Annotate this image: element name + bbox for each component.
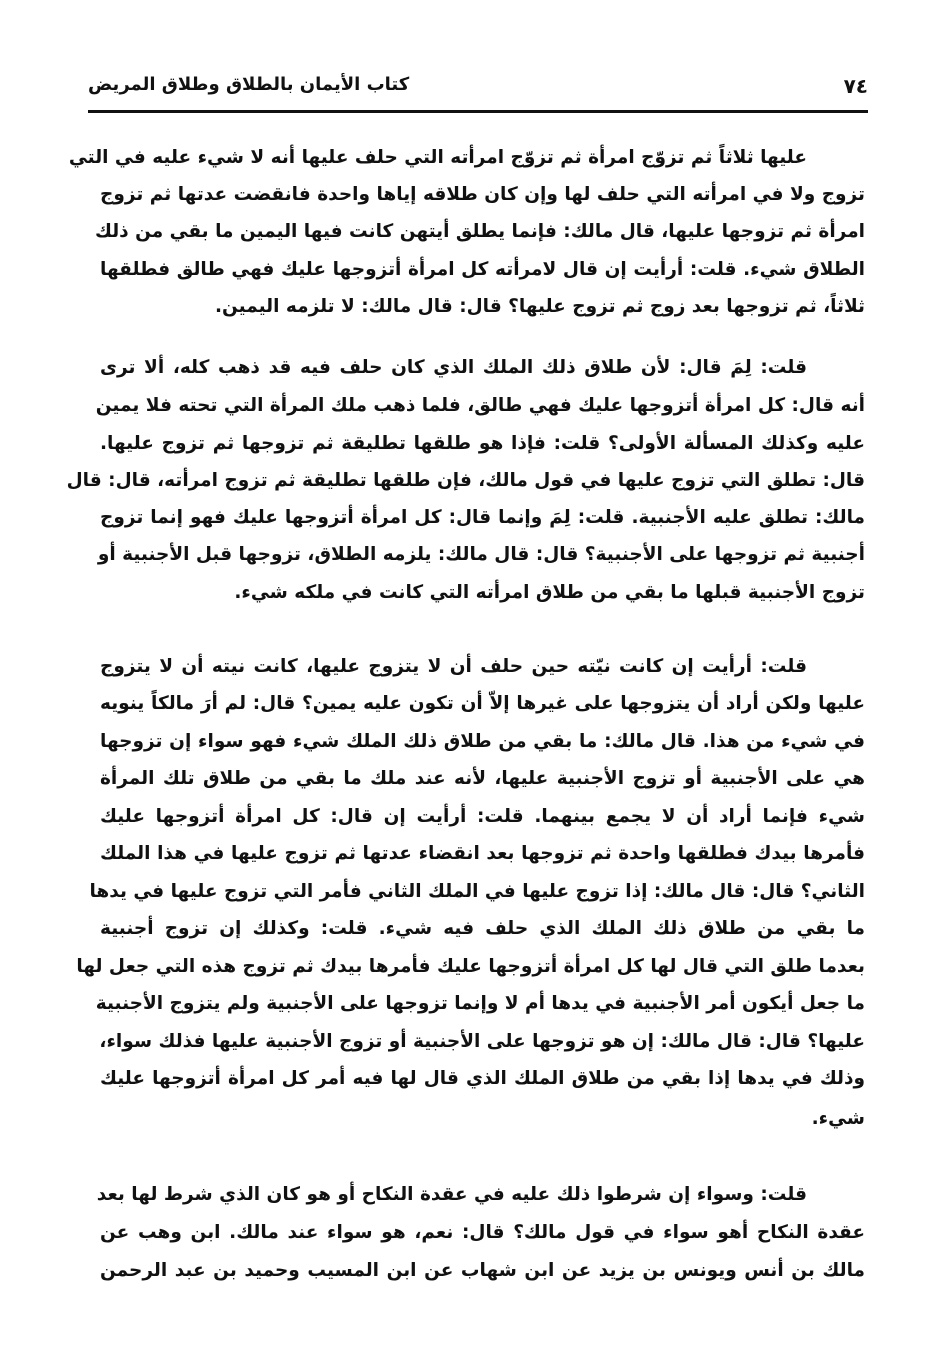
paragraph-2-line: مالك: تطلق عليه الأجنبية. قلت: لِمَ وإنما قال: كل امرأة أتزوجها عليك فهو إنما تزوج	[100, 507, 865, 528]
paragraph-3-line: في شيء من هذا. قال مالك: ما بقي من طلاق ذلك الملك شيء فهو سواء إن تزوجها	[100, 731, 865, 752]
paragraph-3-line: الثاني؟ قال: قال مالك: إذا تزوج عليها في الملك الثاني فأمر التي تزوج عليها في يدها	[89, 881, 865, 902]
paragraph-3-line: ما بقي من طلاق ذلك الملك الذي حلف فيه شيء. قلت: وكذلك إن تزوج أجنبية	[100, 918, 865, 939]
paragraph-3-line: بعدما طلق التي قال لها كل امرأة أتزوجها عليك فأمرها بيدك ثم تزوج هذه التي جعل لها	[76, 956, 865, 977]
header-rule	[88, 110, 868, 113]
paragraph-3-line: شيء.	[811, 1108, 865, 1129]
paragraph-2-line: قال: تطلق التي تزوج عليها في قول مالك، فإن طلقها تطليقة ثم تزوج امرأته، قال: قال	[66, 470, 865, 491]
page-number: ٧٤	[843, 74, 868, 98]
paragraph-1-line: عليها ثلاثاً ثم تزوّج امرأة ثم تزوّج امرأته التي حلف عليها أنه لا شيء عليه في التي	[68, 147, 807, 168]
paragraph-1-line: ثلاثاً، ثم تزوجها بعد زوج ثم تزوج عليها؟ قال: قال مالك: لا تلزمه اليمين.	[215, 296, 865, 317]
paragraph-3-line: فأمرها بيدك فطلقها واحدة ثم تزوجها بعد انقضاء عدتها ثم تزوج عليها في هذا الملك	[100, 843, 865, 864]
paragraph-3-line: عليها؟ قال: قال مالك: إن هو تزوجها على الأجنبية أو تزوج الأجنبية عليها فذلك سواء،	[99, 1031, 865, 1052]
paragraph-1-line: الطلاق شيء. قلت: أرأيت إن قال لامرأته كل امرأة أتزوجها عليك فهي طالق فطلقها	[100, 259, 865, 280]
paragraph-2-line: تزوج الأجنبية قبلها ما بقي من طلاق امرأته التي كانت في ملكه شيء.	[234, 582, 865, 603]
paragraph-3-line: عليها ولكن أراد أن يتزوجها على غيرها إلاّ أن تكون عليه يمين؟ قال: لم أرَ مالكاً ينويه	[100, 693, 865, 714]
paragraph-2-line: قلت: لِمَ قال: لأن طلاق ذلك الملك الذي كان حلف فيه قد ذهب كله، ألا ترى	[100, 357, 807, 378]
paragraph-2-line: أنه قال: كل امرأة أتزوجها عليك فهي طالق، فلما ذهب ملك المرأة التي تحته فلا يمين	[95, 395, 865, 416]
paragraph-4-line: عقدة النكاح أهو سواء في قول مالك؟ قال: نعم، هو سواء عند مالك. ابن وهب عن	[100, 1222, 865, 1243]
chapter-title: كتاب الأيمان بالطلاق وطلاق المريض	[88, 74, 410, 95]
paragraph-2-line: أجنبية ثم تزوجها على الأجنبية؟ قال: قال مالك: يلزمه الطلاق، تزوجها قبل الأجنبية أو	[97, 544, 865, 565]
paragraph-4-line: مالك بن أنس ويونس بن يزيد عن ابن شهاب عن ابن المسيب وحميد بن عبد الرحمن	[100, 1260, 865, 1281]
paragraph-1-line: امرأة ثم تزوجها عليها، قال مالك: فإنما يطلق أيتهن كانت فيها اليمين ما بقي من ذلك	[95, 221, 865, 242]
paragraph-2-line: عليه وكذلك المسألة الأولى؟ قلت: فإذا هو طلقها تطليقة ثم تزوجها ثم تزوج عليها.	[100, 433, 865, 454]
paragraph-3-line: وذلك في يدها إذا بقي من طلاق الملك الذي قال لها فيه أمر كل امرأة أتزوجها عليك	[100, 1068, 865, 1089]
paragraph-3-line: قلت: أرأيت إن كانت نيّته حين حلف أن لا يتزوج عليها، كانت نيته أن لا يتزوج	[100, 656, 807, 677]
paragraph-4-line: قلت: وسواء إن شرطوا ذلك عليه في عقدة النكاح أو هو كان الذي شرط لها بعد	[96, 1184, 807, 1205]
running-header	[88, 74, 868, 104]
paragraph-3-line: ما جعل أيكون أمر الأجنبية في يدها أم لا وإنما تزوجها على الأجنبية ولم يتزوج الأجنبية	[95, 993, 865, 1014]
paragraph-3-line: هي على الأجنبية أو تزوج الأجنبية عليها، لأنه عند ملك ما بقي من طلاق تلك المرأة	[100, 768, 865, 789]
paragraph-1-line: تزوج ولا في امرأته التي حلف لها وإن كان طلاقه إياها واحدة فانقضت عدتها ثم تزوج	[100, 184, 865, 205]
paragraph-3-line: شيء فإنما أراد أن لا يجمع بينهما. قلت: أرأيت إن قال: كل امرأة أتزوجها عليك	[100, 806, 865, 827]
